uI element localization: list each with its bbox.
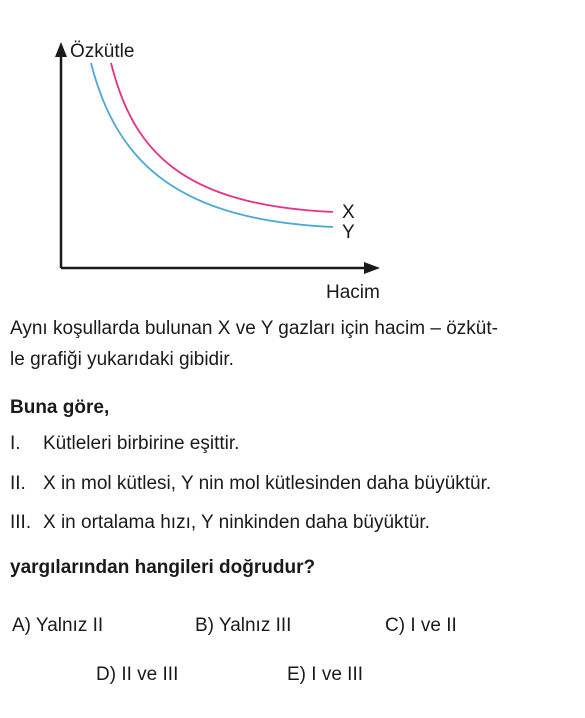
statement-3-number: III. xyxy=(10,512,32,533)
curve-y xyxy=(91,63,333,227)
x-axis-arrow xyxy=(364,262,380,274)
question-intro-line2: le grafiği yukarıdaki gibidir. xyxy=(10,349,234,370)
curve-y-label: Y xyxy=(342,222,355,243)
option-d[interactable]: D) II ve III xyxy=(96,664,179,685)
statement-1-number: I. xyxy=(10,433,21,454)
statement-2-text: X in mol kütlesi, Y nin mol kütlesinden daha büyüktür. xyxy=(43,473,492,494)
curve-x-label: X xyxy=(342,202,355,223)
question-intro-line1: Aynı koşullarda bulunan X ve Y gazları için hacim – özküt- xyxy=(10,318,498,339)
option-e[interactable]: E) I ve III xyxy=(287,664,364,685)
option-a[interactable]: A) Yalnız II xyxy=(12,615,104,636)
option-c[interactable]: C) I ve II xyxy=(385,615,457,636)
question-lead: Buna göre, xyxy=(10,397,110,418)
question-prompt: yargılarından hangileri doğrudur? xyxy=(10,557,316,578)
statement-2-number: II. xyxy=(10,473,26,494)
option-b[interactable]: B) Yalnız III xyxy=(195,615,292,636)
y-axis-arrow xyxy=(55,42,67,57)
y-axis-label: Özkütle xyxy=(70,41,135,62)
x-axis-label: Hacim xyxy=(326,282,380,303)
density-volume-graph xyxy=(0,0,420,310)
statement-1-text: Kütleleri birbirine eşittir. xyxy=(43,433,240,454)
statement-3-text: X in ortalama hızı, Y ninkinden daha büyüktür. xyxy=(43,512,430,533)
curve-x xyxy=(111,63,333,212)
